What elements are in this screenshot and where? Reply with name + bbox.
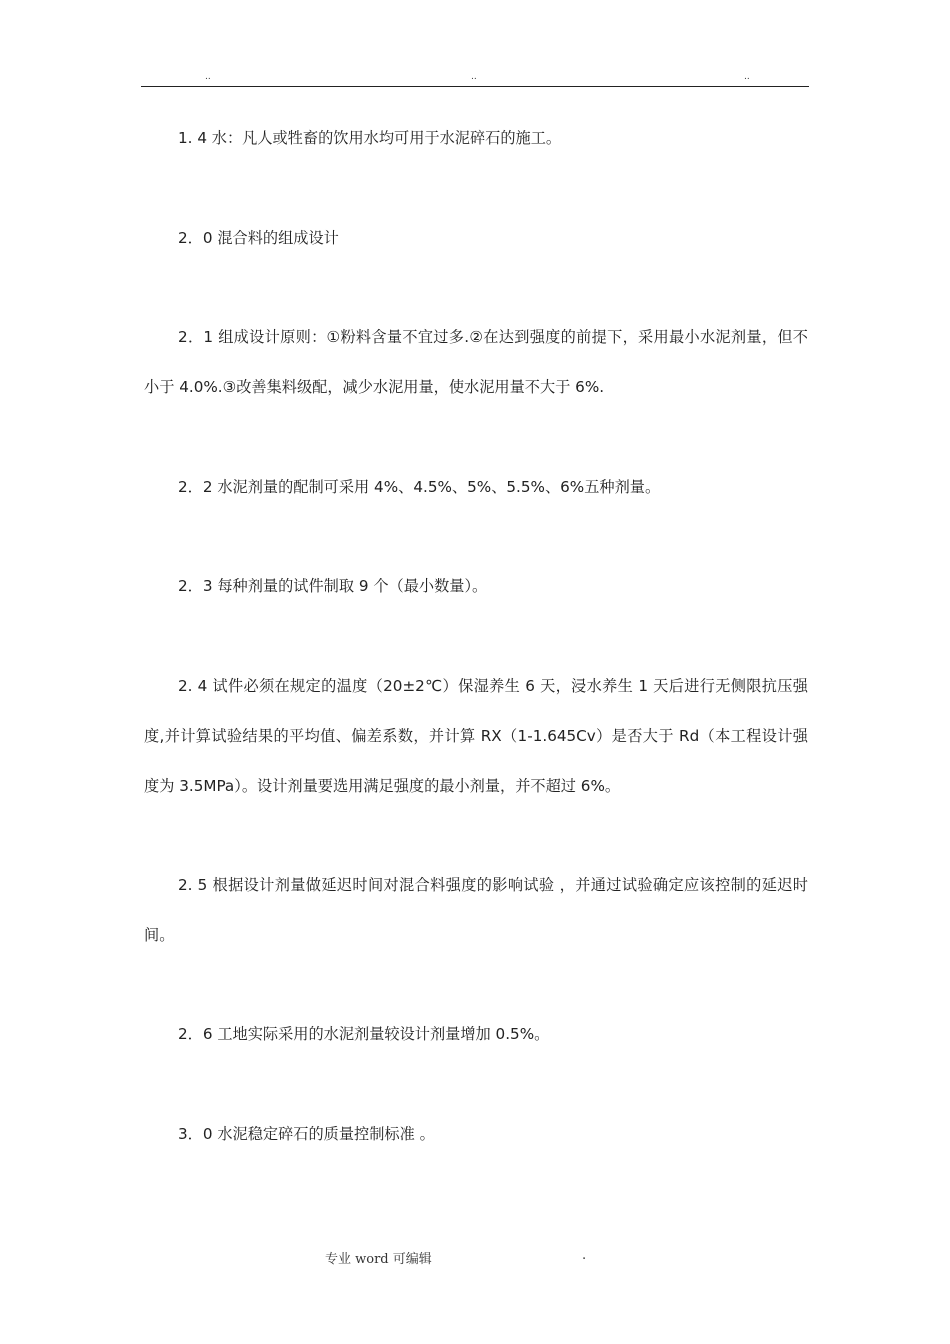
paragraph-2-6-site-dosage: 2．6 工地实际采用的水泥剂量较设计剂量增加 0.5%。 [178, 1025, 550, 1043]
footer-editable-note: 专业 word 可编辑 [325, 1252, 432, 1267]
paragraph-2-4-curing-test: 2. 4 试件必须在规定的温度（20±2℃）保湿养生 6 天，浸水养生 1 天后进行无侧限抗压强度,并计算试验结果的平均值、偏差系数，并计算 RX（1-1.645Cv）是否大于 Rd（本工程设计强度为 3.5MPa）。设计剂量要选用满足强度的最小剂量，并不超过 6%。 [144, 677, 808, 795]
page-header-rule [141, 70, 809, 87]
heading-3-0-quality-standard: 3．0 水泥稳定碎石的质量控制标准 。 [178, 1125, 435, 1143]
header-mark-middle: .. [471, 72, 477, 82]
paragraph-2-2-cement-dosage: 2．2 水泥剂量的配制可采用 4%、4.5%、5%、5.5%、6%五种剂量。 [178, 478, 661, 496]
paragraph-2-1-design-principles: 2．1 组成设计原则：①粉料含量不宜过多.②在达到强度的前提下，采用最小水泥剂量，但不小于 4.0%.③改善集料级配，减少水泥用量，使水泥用量不大于 6%. [144, 328, 808, 396]
header-mark-left: .. [205, 72, 211, 82]
paragraph-2-3-specimen-count: 2．3 每种剂量的试件制取 9 个（最小数量）。 [178, 577, 488, 595]
heading-2-0-mix-design: 2．0 混合料的组成设计 [178, 229, 339, 247]
paragraph-2-5-delay-time: 2. 5 根据设计剂量做延迟时间对混合料强度的影响试验 ，并通过试验确定应该控制的延迟时间。 [144, 876, 808, 944]
footer-dot: . [582, 1248, 587, 1263]
paragraph-1-4-water: 1. 4 水：凡人或牲畜的饮用水均可用于水泥碎石的施工。 [178, 129, 562, 147]
header-mark-right: .. [744, 72, 750, 82]
